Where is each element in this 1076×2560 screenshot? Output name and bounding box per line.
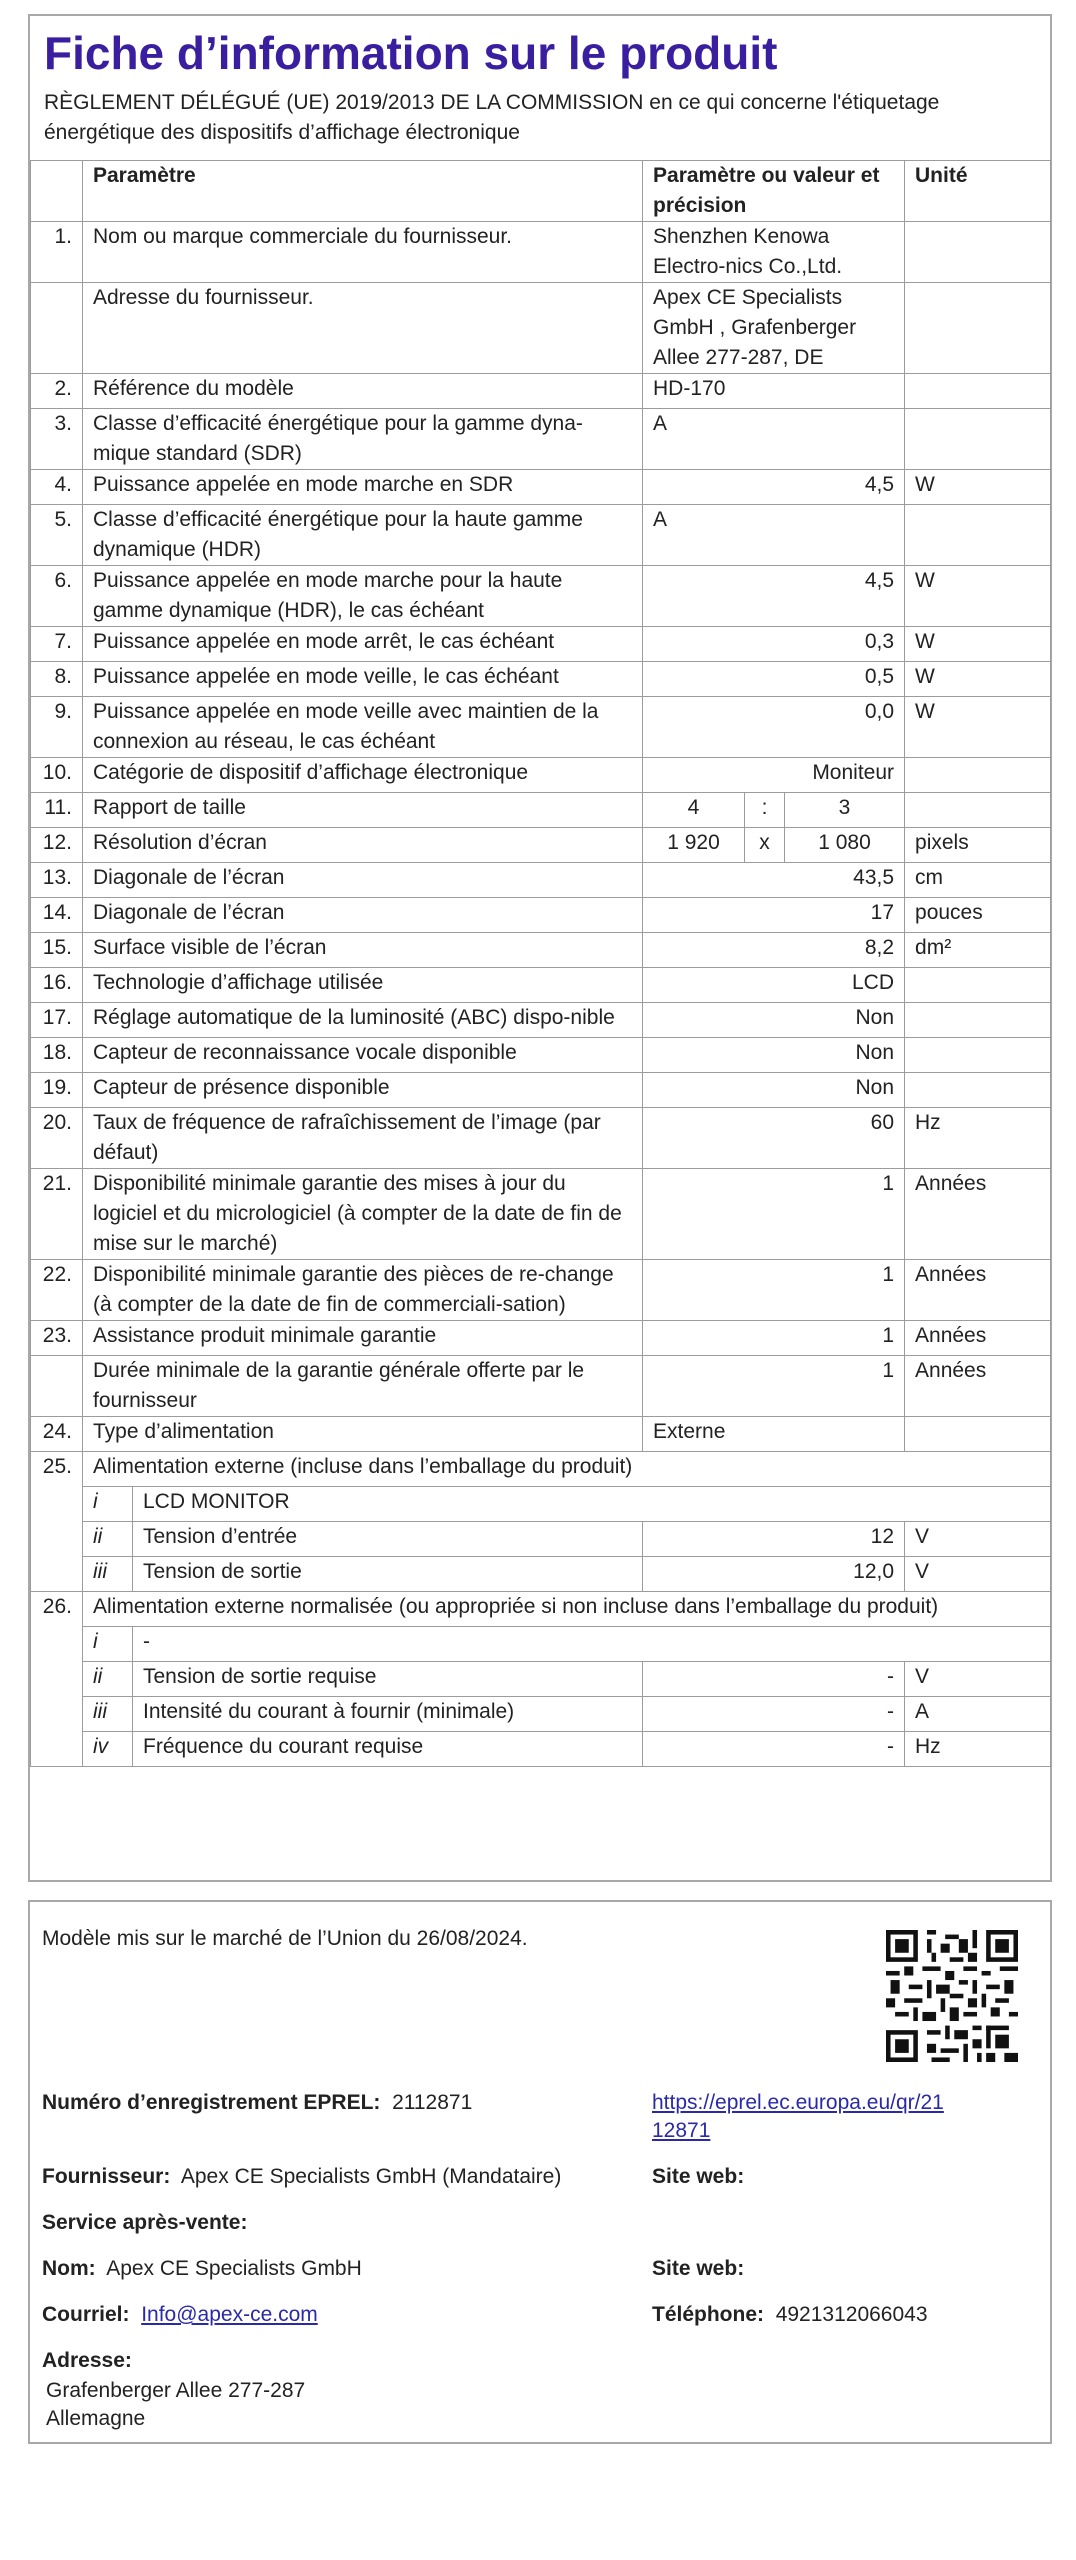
- row-value: Non: [643, 1003, 905, 1038]
- row-number: 2.: [31, 374, 83, 409]
- row-number: 15.: [31, 933, 83, 968]
- row-parameter: Technologie d’affichage utilisée: [83, 968, 643, 1003]
- row-value-b: 1 080: [785, 828, 905, 863]
- row-unit: W: [905, 662, 1051, 697]
- row-number: 20.: [31, 1108, 83, 1169]
- row-value: 60: [643, 1108, 905, 1169]
- row-value: A: [643, 505, 905, 566]
- service-label: Service après-vente:: [42, 2211, 248, 2234]
- row-unit: [905, 409, 1051, 470]
- sub-row-label: Tension d’entrée: [133, 1522, 643, 1557]
- row-value-separator: x: [745, 828, 785, 863]
- row-value: Shenzhen Kenowa Electro-nics Co.,Ltd.: [643, 222, 905, 283]
- service-name: [42, 2254, 362, 2284]
- section26-sub-row: [31, 1627, 1051, 1662]
- eprel-link-line-2[interactable]: 12871: [652, 2119, 711, 2142]
- sub-row-label: Fréquence du courant requise: [133, 1732, 643, 1767]
- row-parameter: Adresse du fournisseur.: [83, 283, 643, 374]
- sub-row-index: ii: [83, 1522, 133, 1557]
- qr-code-icon: [886, 1930, 1018, 2062]
- row-parameter: Puissance appelée en mode marche pour la haute gamme dynamique (HDR), le cas échéant: [83, 566, 643, 627]
- sub-row-label: LCD MONITOR: [133, 1487, 1051, 1522]
- row-number: [31, 283, 83, 374]
- product-information-sheet: [28, 14, 1052, 1882]
- supplier-info: [42, 2162, 561, 2192]
- row-number: 6.: [31, 566, 83, 627]
- sub-row-unit: V: [905, 1662, 1051, 1697]
- sub-row-value: -: [643, 1697, 905, 1732]
- regulation-text: RÈGLEMENT DÉLÉGUÉ (UE) 2019/2013 DE LA COMMISSION en ce qui concerne l'étiquetage énergétique des dispositifs d’affichage électronique: [44, 91, 940, 144]
- sub-row-index: iv: [83, 1732, 133, 1767]
- sub-row-label: Tension de sortie: [133, 1557, 643, 1592]
- address-label: Adresse:: [42, 2349, 132, 2372]
- row-parameter: Classe d’efficacité énergétique pour la gamme dyna-mique standard (SDR): [83, 409, 643, 470]
- market-date: Modèle mis sur le marché de l’Union du 26/08/2024.: [42, 1927, 528, 1950]
- row-unit: dm²: [905, 933, 1051, 968]
- table-row: [31, 1321, 1051, 1356]
- row-unit: [905, 758, 1051, 793]
- row-parameter: Résolution d’écran: [83, 828, 643, 863]
- parameter-table: [30, 160, 1051, 1767]
- row-unit: W: [905, 470, 1051, 505]
- sub-row-index: iii: [83, 1697, 133, 1732]
- table-row: [31, 505, 1051, 566]
- row-number: [31, 1356, 83, 1417]
- row-unit: W: [905, 566, 1051, 627]
- row-unit: pixels: [905, 828, 1051, 863]
- section26-sub-row: [31, 1732, 1051, 1767]
- table-row: [31, 662, 1051, 697]
- name-label: Nom:: [42, 2257, 96, 2280]
- row-number: 22.: [31, 1260, 83, 1321]
- table-row: [31, 566, 1051, 627]
- row-number: 21.: [31, 1169, 83, 1260]
- section25-number: 25.: [31, 1452, 83, 1592]
- supplier-website: [652, 2162, 744, 2192]
- header-value: Paramètre ou valeur et précision: [643, 161, 905, 222]
- row-value: 1: [643, 1169, 905, 1260]
- row-number: 4.: [31, 470, 83, 505]
- row-parameter: Classe d’efficacité énergétique pour la haute gamme dynamique (HDR): [83, 505, 643, 566]
- table-row: [31, 1169, 1051, 1260]
- row-parameter: Référence du modèle: [83, 374, 643, 409]
- row-parameter: Puissance appelée en mode veille, le cas échéant: [83, 662, 643, 697]
- sub-row-label: -: [133, 1627, 1051, 1662]
- row-number: 23.: [31, 1321, 83, 1356]
- row-parameter: Puissance appelée en mode veille avec maintien de la connexion au réseau, le cas échéant: [83, 697, 643, 758]
- supplier-label: Fournisseur:: [42, 2165, 171, 2188]
- section25-sub-row: [31, 1522, 1051, 1557]
- service-email: [42, 2300, 318, 2330]
- row-number: 24.: [31, 1417, 83, 1452]
- row-number: 12.: [31, 828, 83, 863]
- header-parameter: Paramètre: [83, 161, 643, 222]
- row-parameter: Disponibilité minimale garantie des mises à jour du logiciel et du micrologiciel (à compter de la date de fin de mise sur le marché): [83, 1169, 643, 1260]
- sub-row-index: iii: [83, 1557, 133, 1592]
- row-parameter: Capteur de reconnaissance vocale disponible: [83, 1038, 643, 1073]
- row-value: Moniteur: [643, 758, 905, 793]
- row-unit: [905, 1073, 1051, 1108]
- table-row: [31, 828, 1051, 863]
- section26-sub-row: [31, 1662, 1051, 1697]
- row-value: 1: [643, 1321, 905, 1356]
- row-value: 43,5: [643, 863, 905, 898]
- row-parameter: Type d’alimentation: [83, 1417, 643, 1452]
- page-title: Fiche d’information sur le produit: [44, 27, 778, 79]
- sub-row-index: i: [83, 1627, 133, 1662]
- sub-row-value: -: [643, 1732, 905, 1767]
- row-unit: Années: [905, 1260, 1051, 1321]
- table-row: [31, 283, 1051, 374]
- sub-row-index: ii: [83, 1662, 133, 1697]
- section25-title-row: [31, 1452, 1051, 1487]
- phone-label: Téléphone:: [652, 2303, 765, 2326]
- section26-number: 26.: [31, 1592, 83, 1767]
- row-number: 17.: [31, 1003, 83, 1038]
- row-parameter: Rapport de taille: [83, 793, 643, 828]
- section26-title: Alimentation externe normalisée (ou appropriée si non incluse dans l’emballage du produit): [83, 1592, 1051, 1627]
- section26-title-row: [31, 1592, 1051, 1627]
- row-value: 4,5: [643, 566, 905, 627]
- row-number: 14.: [31, 898, 83, 933]
- footer-box: [28, 1900, 1052, 2444]
- address-line-2: Allemagne: [46, 2407, 146, 2430]
- row-number: 18.: [31, 1038, 83, 1073]
- row-value: LCD: [643, 968, 905, 1003]
- row-unit: W: [905, 697, 1051, 758]
- row-value: A: [643, 409, 905, 470]
- row-value: Non: [643, 1038, 905, 1073]
- row-parameter: Assistance produit minimale garantie: [83, 1321, 643, 1356]
- table-row: [31, 1356, 1051, 1417]
- row-value: 17: [643, 898, 905, 933]
- sub-row-label: Tension de sortie requise: [133, 1662, 643, 1697]
- row-number: 16.: [31, 968, 83, 1003]
- row-unit: W: [905, 627, 1051, 662]
- row-value-a: 4: [643, 793, 745, 828]
- row-value: 4,5: [643, 470, 905, 505]
- row-number: 11.: [31, 793, 83, 828]
- row-unit: Années: [905, 1169, 1051, 1260]
- table-row: [31, 758, 1051, 793]
- row-number: 3.: [31, 409, 83, 470]
- phone-value: 4921312066043: [775, 2303, 928, 2326]
- name-value: Apex CE Specialists GmbH: [106, 2257, 362, 2280]
- website-label: Site web:: [652, 2165, 745, 2188]
- row-unit: [905, 1038, 1051, 1073]
- row-parameter: Taux de fréquence de rafraîchissement de l’image (par défaut): [83, 1108, 643, 1169]
- table-row: [31, 1003, 1051, 1038]
- row-number: 5.: [31, 505, 83, 566]
- row-unit: [905, 793, 1051, 828]
- row-parameter: Durée minimale de la garantie générale offerte par le fournisseur: [83, 1356, 643, 1417]
- address-heading: [42, 2346, 132, 2376]
- section26-sub-row: [31, 1697, 1051, 1732]
- table-row: [31, 374, 1051, 409]
- table-row: [31, 409, 1051, 470]
- sub-row-label: Intensité du courant à fournir (minimale): [133, 1697, 643, 1732]
- row-parameter: Réglage automatique de la luminosité (ABC) dispo-nible: [83, 1003, 643, 1038]
- section25-sub-row: [31, 1487, 1051, 1522]
- eprel-link-line-1[interactable]: https://eprel.ec.europa.eu/qr/21: [652, 2091, 944, 2114]
- service-website: [652, 2254, 744, 2284]
- row-value: 0,5: [643, 662, 905, 697]
- row-unit: [905, 283, 1051, 374]
- email-label: Courriel:: [42, 2303, 130, 2326]
- section25-title: Alimentation externe (incluse dans l’emballage du produit): [83, 1452, 1051, 1487]
- supplier-value: Apex CE Specialists GmbH (Mandataire): [180, 2165, 562, 2188]
- website2-label: Site web:: [652, 2257, 745, 2280]
- after-sales-heading: [42, 2208, 247, 2238]
- row-unit: pouces: [905, 898, 1051, 933]
- eprel-label: Numéro d’enregistrement EPREL:: [42, 2091, 381, 2114]
- row-parameter: Diagonale de l’écran: [83, 898, 643, 933]
- row-parameter: Disponibilité minimale garantie des pièces de re-change (à compter de la date de fin de commerciali-sation): [83, 1260, 643, 1321]
- row-value: 0,0: [643, 697, 905, 758]
- row-parameter: Surface visible de l’écran: [83, 933, 643, 968]
- service-phone: [652, 2300, 928, 2330]
- table-row: [31, 697, 1051, 758]
- row-number: 7.: [31, 627, 83, 662]
- row-parameter: Puissance appelée en mode marche en SDR: [83, 470, 643, 505]
- row-value: 8,2: [643, 933, 905, 968]
- row-unit: [905, 1417, 1051, 1452]
- eprel-registration: [42, 2088, 472, 2118]
- row-value: HD-170: [643, 374, 905, 409]
- row-number: 9.: [31, 697, 83, 758]
- table-header-row: [31, 161, 1051, 222]
- eprel-number: 2112871: [392, 2091, 473, 2114]
- row-number: 8.: [31, 662, 83, 697]
- table-row: [31, 933, 1051, 968]
- row-unit: [905, 374, 1051, 409]
- row-value: 1: [643, 1356, 905, 1417]
- row-unit: cm: [905, 863, 1051, 898]
- row-number: 10.: [31, 758, 83, 793]
- table-row: [31, 898, 1051, 933]
- sub-row-value: 12: [643, 1522, 905, 1557]
- table-row: [31, 968, 1051, 1003]
- sub-row-unit: V: [905, 1557, 1051, 1592]
- row-value-b: 3: [785, 793, 905, 828]
- row-parameter: Puissance appelée en mode arrêt, le cas échéant: [83, 627, 643, 662]
- row-value-separator: :: [745, 793, 785, 828]
- row-value-a: 1 920: [643, 828, 745, 863]
- table-row: [31, 1073, 1051, 1108]
- row-number: 19.: [31, 1073, 83, 1108]
- row-parameter: Capteur de présence disponible: [83, 1073, 643, 1108]
- row-unit: [905, 505, 1051, 566]
- section25-sub-row: [31, 1557, 1051, 1592]
- row-unit: Années: [905, 1321, 1051, 1356]
- table-row: [31, 1038, 1051, 1073]
- sub-row-unit: Hz: [905, 1732, 1051, 1767]
- header-unit: Unité: [905, 161, 1051, 222]
- table-row: [31, 1108, 1051, 1169]
- table-row: [31, 793, 1051, 828]
- row-number: 13.: [31, 863, 83, 898]
- row-unit: Hz: [905, 1108, 1051, 1169]
- table-row: [31, 1417, 1051, 1452]
- row-unit: [905, 968, 1051, 1003]
- row-unit: [905, 1003, 1051, 1038]
- row-parameter: Diagonale de l’écran: [83, 863, 643, 898]
- row-value: 1: [643, 1260, 905, 1321]
- sub-row-index: i: [83, 1487, 133, 1522]
- header-number-cell: [31, 161, 83, 222]
- table-row: [31, 222, 1051, 283]
- row-parameter: Catégorie de dispositif d’affichage électronique: [83, 758, 643, 793]
- sub-row-unit: A: [905, 1697, 1051, 1732]
- row-parameter: Nom ou marque commerciale du fournisseur.: [83, 222, 643, 283]
- address-line-1: Grafenberger Allee 277-287: [46, 2379, 306, 2402]
- sub-row-value: -: [643, 1662, 905, 1697]
- row-value: Externe: [643, 1417, 905, 1452]
- table-row: [31, 863, 1051, 898]
- row-value: 0,3: [643, 627, 905, 662]
- sub-row-value: 12,0: [643, 1557, 905, 1592]
- table-row: [31, 470, 1051, 505]
- table-row: [31, 1260, 1051, 1321]
- row-unit: Années: [905, 1356, 1051, 1417]
- row-value: Apex CE Specialists GmbH , Grafenberger Allee 277-287, DE: [643, 283, 905, 374]
- row-unit: [905, 222, 1051, 283]
- row-value: Non: [643, 1073, 905, 1108]
- row-number: 1.: [31, 222, 83, 283]
- table-row: [31, 627, 1051, 662]
- sub-row-unit: V: [905, 1522, 1051, 1557]
- email-link[interactable]: Info@apex-ce.com: [141, 2303, 318, 2326]
